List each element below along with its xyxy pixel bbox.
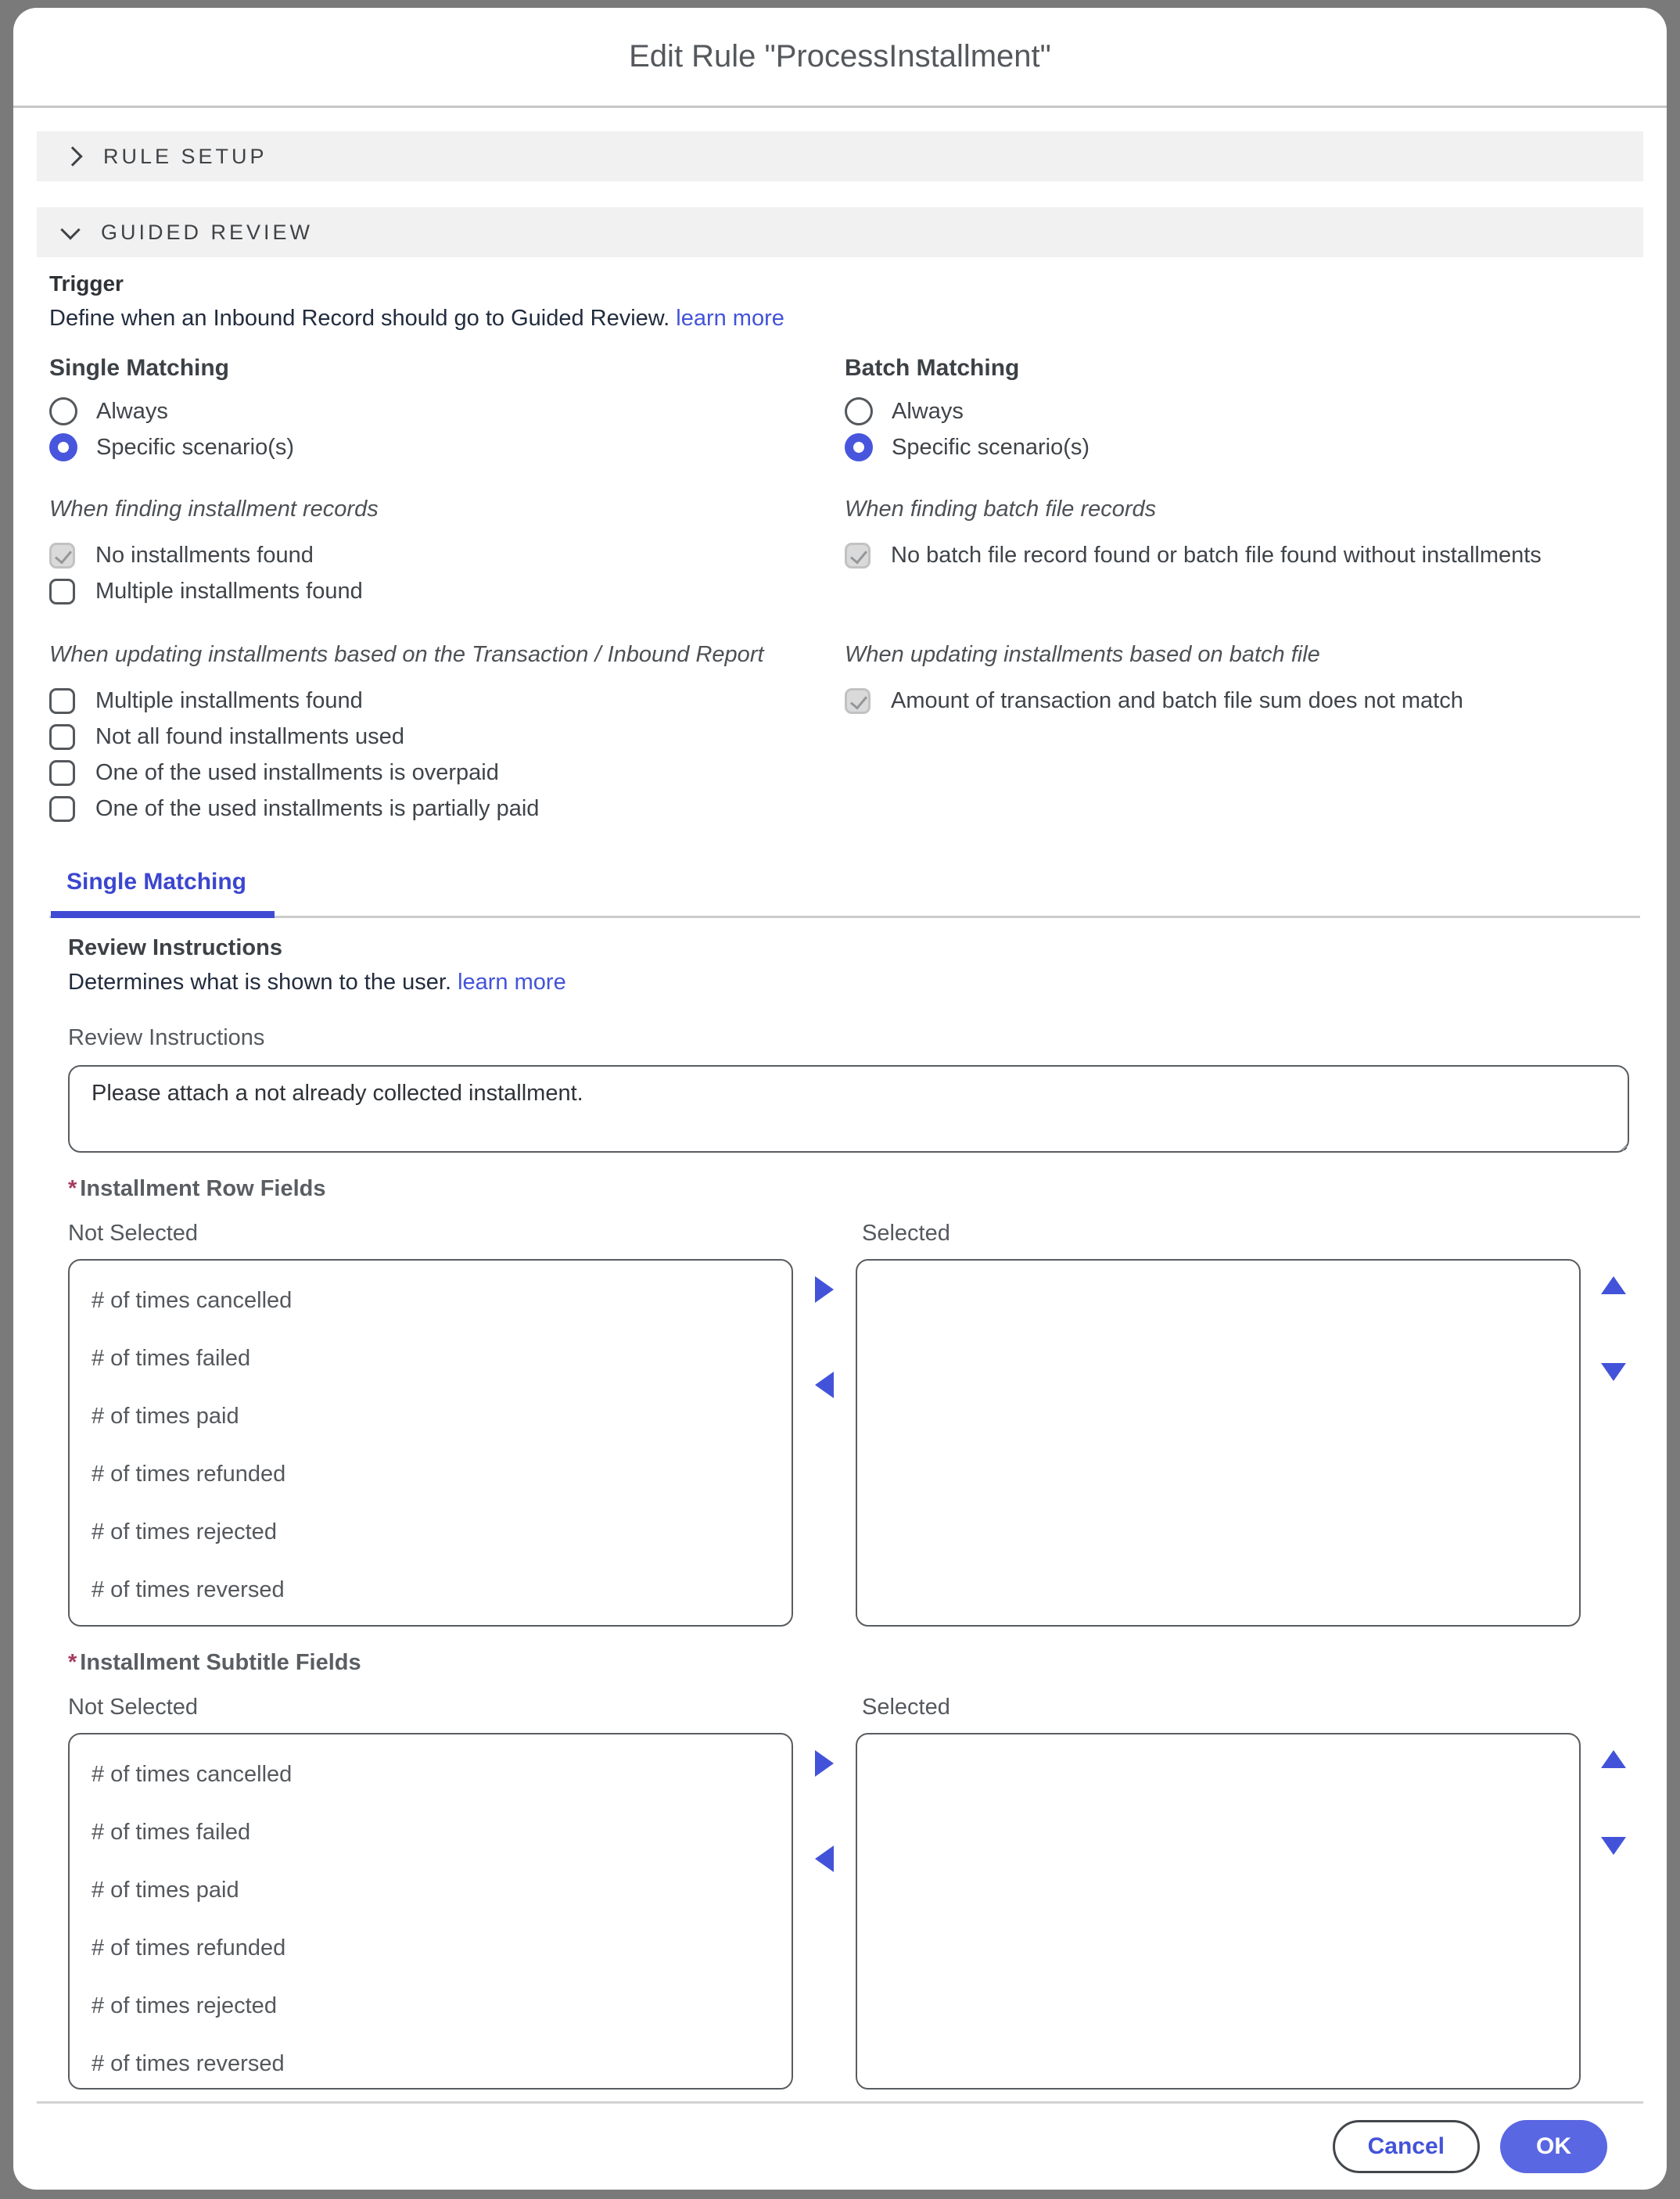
list-option[interactable]: # of times failed [92,1819,251,1845]
checkbox-icon [845,543,871,569]
single-group2-heading: When updating installments based on the Transaction / Inbound Report [49,642,764,667]
selected-label: Selected [862,1695,950,1720]
checkbox-multiple-installments-found[interactable] [49,573,810,609]
checkbox-icon[interactable] [49,760,75,786]
checkbox-label: No batch file record found or batch file found without installments [891,542,1542,568]
checkbox-icon[interactable] [49,724,75,750]
review-description-text: Determines what is shown to the user. [68,970,452,995]
edit-rule-dialog [13,8,1667,2190]
move-down-button[interactable] [1601,1837,1626,1855]
move-right-button[interactable] [815,1750,834,1777]
chevron-right-icon [63,146,82,166]
checkbox-icon [845,688,871,714]
matching-columns [49,354,1640,827]
checkbox-multiple-installments-found-update[interactable] [49,683,810,719]
reorder-arrows [1581,1259,1629,1627]
ok-button[interactable]: OK [1500,2120,1607,2173]
dialog-footer [37,2101,1643,2190]
reorder-arrows [1581,1733,1629,2090]
dialog-content [13,108,1667,2190]
batch-group2-checkboxes [845,683,1640,827]
batch-matching-heading: Batch Matching [845,355,1020,381]
fieldset-title-text: Installment Row Fields [80,1176,326,1201]
arrow-left-icon [815,1846,834,1872]
guided-review-section [37,257,1643,2090]
checkbox-icon[interactable] [49,579,75,604]
selected-label: Selected [862,1221,950,1246]
radio-batch-specific[interactable] [845,429,1606,465]
checkbox-icon[interactable] [49,796,75,822]
move-arrows [793,1733,856,2090]
checkbox-no-installments-found [49,537,810,573]
single-group1-checkboxes [49,537,845,609]
checkbox-no-batch-file-record [845,537,1606,573]
move-left-button[interactable] [815,1846,834,1872]
not-selected-listbox[interactable] [68,1733,793,2090]
radio-icon[interactable] [845,433,873,461]
arrow-down-icon [1601,1363,1626,1381]
list-option[interactable]: # of times reversed [92,2050,285,2076]
not-selected-label: Not Selected [68,1695,199,1720]
accordion-rule-setup[interactable] [37,131,1643,181]
batch-group1-heading: When finding batch file records [845,497,1157,522]
checkbox-label: Multiple installments found [95,578,363,604]
radio-label: Always [892,398,964,424]
batch-matching-radios [845,393,1640,465]
trigger-description-text: Define when an Inbound Record should go to Guided Review. [49,306,670,331]
review-instructions-heading: Review Instructions [68,935,282,960]
checkbox-label: One of the used installments is partially paid [95,795,540,821]
not-selected-listbox[interactable] [68,1259,793,1627]
list-option[interactable]: # of times paid [92,1877,239,1903]
checkbox-icon [49,543,75,569]
cancel-button[interactable]: Cancel [1333,2120,1480,2173]
accordion-guided-review[interactable] [37,207,1643,257]
dialog-title: Edit Rule "ProcessInstallment" [629,39,1051,74]
checkbox-label: One of the used installments is overpaid [95,759,499,785]
tab-single-matching[interactable]: Single Matching [51,869,275,918]
radio-single-specific[interactable] [49,429,810,465]
required-asterisk: * [68,1176,77,1201]
radio-label: Always [96,398,168,424]
accordion-guided-review-label: GUIDED REVIEW [101,220,314,244]
list-option[interactable]: # of times refunded [92,1935,286,1960]
list-option[interactable]: # of times failed [92,1345,251,1371]
not-selected-label: Not Selected [68,1221,199,1246]
row-fields-dual-list [68,1259,1629,1627]
checkbox-label: No installments found [95,542,314,568]
radio-icon[interactable] [49,433,77,461]
selected-listbox[interactable] [856,1259,1581,1627]
dialog-header [13,8,1667,108]
single-group2-checkboxes [49,683,845,827]
radio-single-always[interactable] [49,393,810,429]
checkbox-label: Multiple installments found [95,687,363,713]
review-instructions-description [68,968,1629,996]
single-matching-panel [49,934,1640,2090]
move-up-button[interactable] [1601,1276,1626,1294]
checkbox-icon[interactable] [49,688,75,714]
list-option[interactable]: # of times reversed [92,1577,285,1602]
arrow-right-icon [815,1276,834,1303]
move-down-button[interactable] [1601,1363,1626,1381]
tab-strip [49,869,1640,918]
list-option[interactable]: # of times paid [92,1403,239,1429]
accordion-rule-setup-label: RULE SETUP [103,144,267,168]
radio-icon[interactable] [845,397,873,425]
single-matching-heading: Single Matching [49,355,230,381]
radio-batch-always[interactable] [845,393,1606,429]
checkbox-label: Not all found installments used [95,723,404,749]
move-left-button[interactable] [815,1372,834,1398]
arrow-left-icon [815,1372,834,1398]
installment-row-fields-title [68,1175,1629,1203]
arrow-right-icon [815,1750,834,1777]
trigger-description [49,304,1640,332]
trigger-heading: Trigger [49,271,124,296]
batch-group1-checkboxes [845,537,1640,609]
list-option[interactable]: # of times refunded [92,1461,286,1487]
single-matching-radios [49,393,845,465]
required-asterisk: * [68,1650,77,1675]
single-group1-heading: When finding installment records [49,497,379,522]
checkbox-installment-overpaid[interactable] [49,755,810,791]
review-learn-more-link[interactable]: learn more [458,970,566,995]
installment-subtitle-fields-title [68,1648,1629,1677]
checkbox-amount-sum-mismatch [845,683,1606,719]
chevron-down-icon [60,220,80,239]
radio-label: Specific scenario(s) [96,434,295,460]
arrow-down-icon [1601,1837,1626,1855]
list-option[interactable]: # of times cancelled [92,1287,293,1313]
radio-label: Specific scenario(s) [892,434,1090,460]
subtitle-fields-dual-list [68,1733,1629,2090]
arrow-up-icon [1601,1750,1626,1768]
list-option[interactable]: # of times rejected [92,1519,277,1544]
radio-icon[interactable] [49,397,77,425]
review-instructions-field-label: Review Instructions [68,1025,265,1050]
move-up-button[interactable] [1601,1750,1626,1768]
checkbox-not-all-found-installments-used[interactable] [49,719,810,755]
trigger-learn-more-link[interactable]: learn more [676,306,784,331]
move-arrows [793,1259,856,1627]
batch-group2-heading: When updating installments based on batch file [845,642,1320,667]
list-option[interactable]: # of times cancelled [92,1761,293,1787]
move-right-button[interactable] [815,1276,834,1303]
checkbox-label: Amount of transaction and batch file sum does not match [891,687,1463,713]
review-instructions-input[interactable] [68,1065,1629,1153]
row-fields-list-labels [68,1220,1629,1247]
arrow-up-icon [1601,1276,1626,1294]
checkbox-installment-partially-paid[interactable] [49,791,810,827]
list-option[interactable]: # of times rejected [92,1993,277,2018]
fieldset-title-text: Installment Subtitle Fields [80,1650,361,1675]
selected-listbox[interactable] [856,1733,1581,2090]
subtitle-fields-list-labels [68,1694,1629,1720]
